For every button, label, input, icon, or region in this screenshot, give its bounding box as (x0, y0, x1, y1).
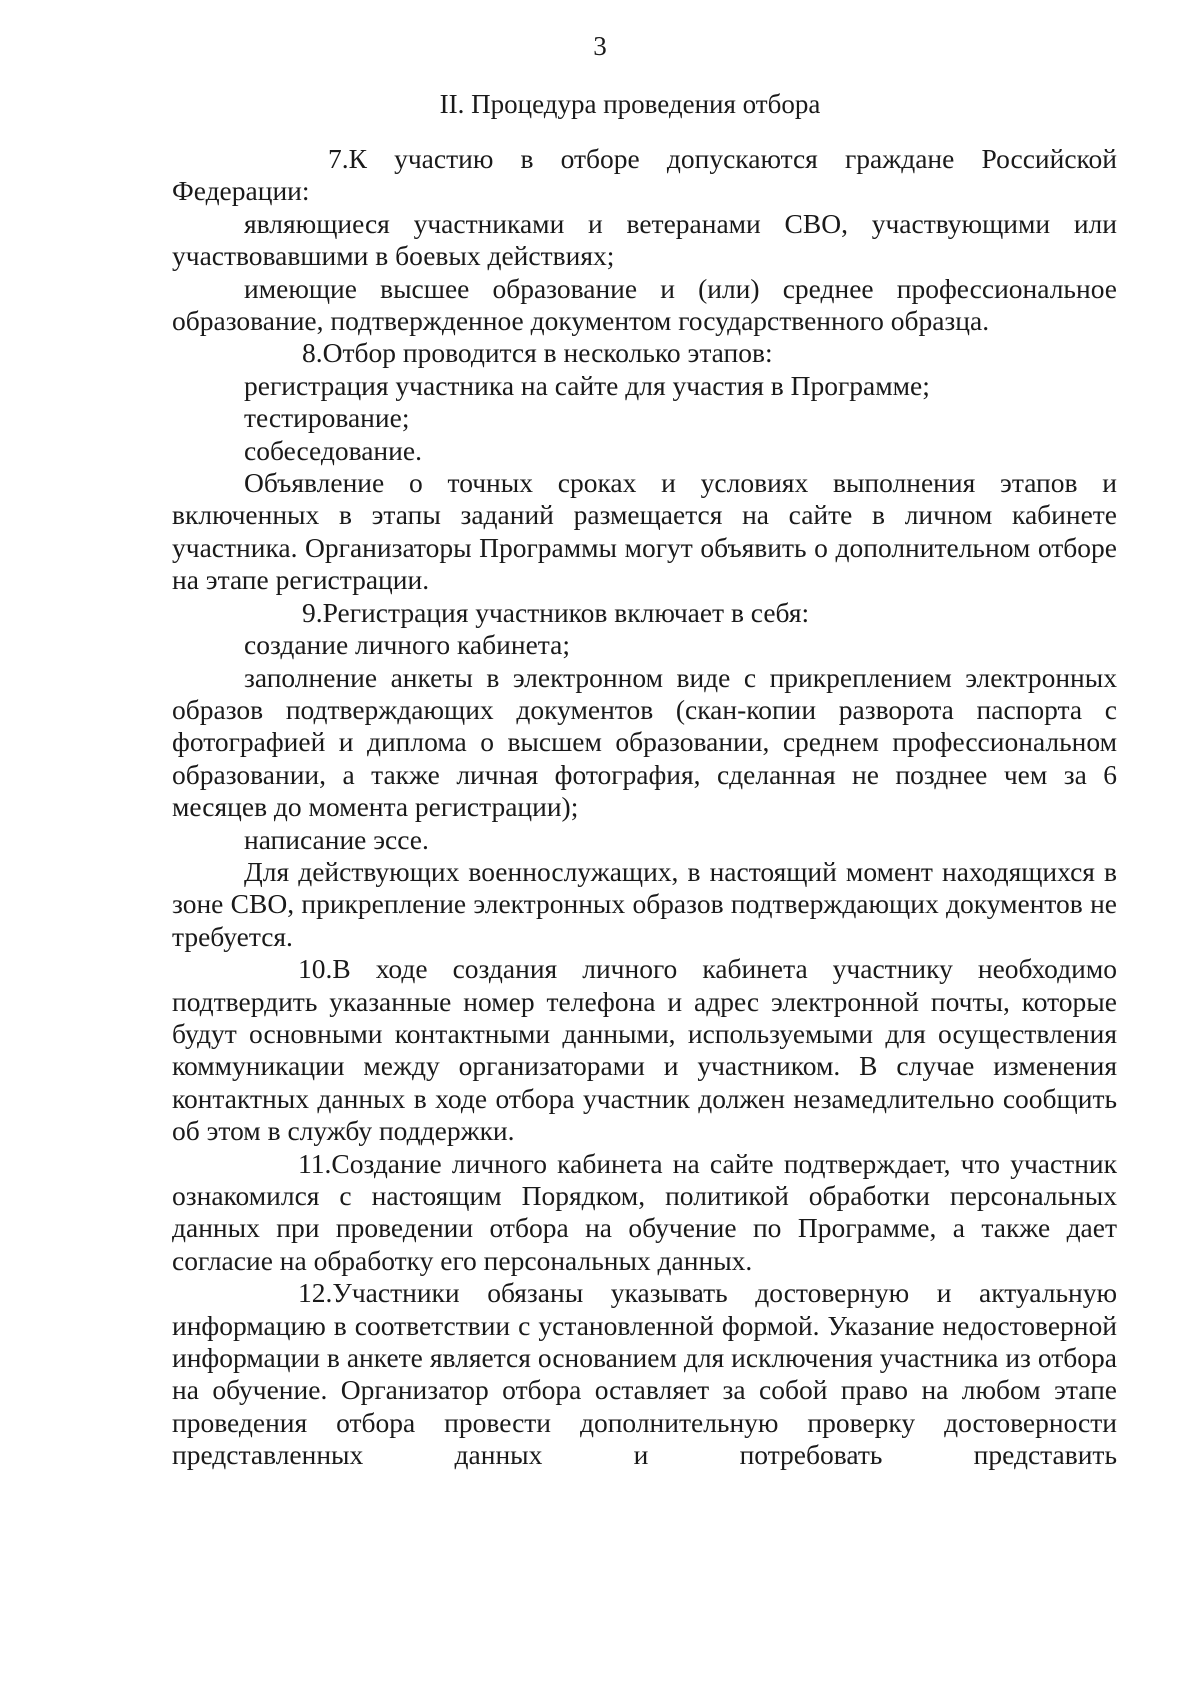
paragraph-text: В ходе создания личного кабинета участнику необходимо подтвердить указанные номер телефона и адрес электронной почты, которые будут основными контактными данными, используемыми для осуществления коммуникации между организаторами и участником. В случае изменения контактных данных в ходе отбора участник должен незамедлительно сообщить об этом в службу поддержки. (172, 953, 1117, 1147)
paragraph: создание личного кабинета; (244, 629, 570, 661)
paragraph-text: Отбор проводится в несколько этапов: (322, 337, 773, 369)
paragraph: имеющие высшее образование и (или) среднее профессиональное образование, подтвержденное документом государственного образца. (172, 272, 1117, 337)
paragraph-text: Создание личного кабинета на сайте подтверждает, что участник ознакомился с настоящим Порядком, политикой обработки персональных данных при проведении отбора на обучение по Программе, а также дает согласие на обработку его персональных данных. (172, 1147, 1117, 1276)
item-number: 10. (298, 953, 333, 985)
item-number: 8. (302, 337, 323, 369)
item-number: 11. (298, 1147, 332, 1179)
paragraph-text: К участию в отборе допускаются граждане Российской Федерации: (172, 143, 1117, 207)
paragraph: регистрация участника на сайте для участия в Программе; (244, 369, 930, 401)
paragraph-item-11 (172, 1148, 1117, 1278)
paragraph-item-9 (172, 597, 1117, 629)
paragraph-item-12 (172, 1277, 1117, 1471)
paragraph-text: Участники обязаны указывать достоверную и актуальную информацию в соответствии с установленной формой. Указание недостоверной информации в анкете является основанием для исключения участника из отбора на обучение. Организатор отбора оставляет за собой право на любом этапе проведения отбора провести дополнительную проверку достоверности представленных данных и потребовать представить (172, 1277, 1117, 1471)
paragraph: Для действующих военнослужащих, в настоящий момент находящихся в зоне СВО, прикрепление электронных образов подтверждающих документов не требуется. (172, 855, 1117, 952)
page-number: 3 (593, 31, 607, 61)
item-number: 9. (302, 596, 323, 628)
section-title: II. Процедура проведения отбора (439, 89, 821, 119)
paragraph: заполнение анкеты в электронном виде с прикреплением электронных образов подтверждающих документов (скан-копии разворота паспорта с фотографией и диплома о высшем образовании, среднем профессиональном образовании, а также личная фотография, сделанная не позднее чем за 6 месяцев до момента регистрации); (172, 661, 1117, 823)
paragraph-item-10 (172, 953, 1117, 1147)
item-number: 12. (298, 1277, 333, 1309)
paragraph: собеседование. (244, 434, 422, 466)
item-number: 7. (328, 143, 349, 174)
paragraph: Объявление о точных сроках и условиях выполнения этапов и включенных в этапы заданий размещается на сайте в личном кабинете участника. Организаторы Программы могут объявить о дополнительном отборе на этапе регистрации. (172, 467, 1117, 596)
paragraph-item-8 (172, 337, 1117, 369)
paragraph-item-7 (172, 143, 1117, 208)
paragraph: тестирование; (244, 402, 410, 434)
paragraph-text: Регистрация участников включает в себя: (322, 596, 810, 628)
document-body (172, 143, 1117, 1472)
paragraph: написание эссе. (244, 823, 429, 855)
paragraph: являющиеся участниками и ветеранами СВО, участвующими или участвовавшими в боевых действиях; (172, 207, 1117, 272)
